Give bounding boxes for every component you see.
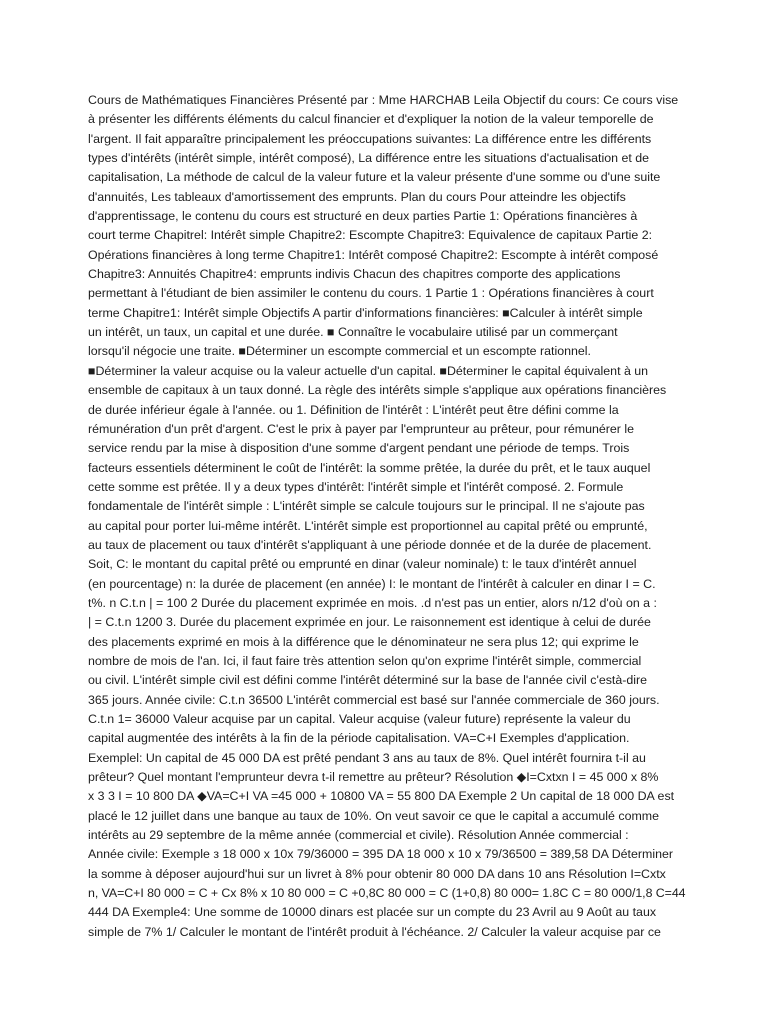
text-line: (en pourcentage) n: la durée de placement (en année) I: le montant de l'intérêt à calculer en dinar I = C. xyxy=(88,576,656,591)
text-line: court terme Chapitrel: Intérêt simple Chapitre2: Escompte Chapitre3: Equivalence de capitaux Partie 2: xyxy=(88,228,653,243)
text-line: placé le 12 juillet dans une banque au taux de 10%. On veut savoir ce que le capital a accumulé comme xyxy=(88,808,660,823)
text-line: 444 DA Exemple4: Une somme de 10000 dinars est placée sur un compte du 23 Avril au 9 Août au taux xyxy=(88,905,657,920)
text-line: capital augmentée des intérêts à la fin de la période capitalisation. VA=C+I Exemples d'application. xyxy=(88,731,630,746)
text-line: ensemble de capitaux à un taux donné. La règle des intérêts simple s'applique aux opérations financières xyxy=(88,383,667,398)
text-line: Soit, C: le montant du capital prêté ou emprunté en dinar (valeur nominale) t: le taux d'intérêt annuel xyxy=(88,557,637,572)
text-line: service rendu par la mise à disposition d'une somme d'argent pendant une période de temps. Trois xyxy=(88,441,630,456)
text-line: lorsqu'il négocie une traite. ■Déterminer un escompte commercial et un escompte rationnel. xyxy=(88,344,591,359)
text-line: nombre de mois de l'an. Ici, il faut faire très attention selon qu'on exprime l'intérêt simple, commercial xyxy=(88,653,642,668)
text-line: fondamentale de l'intérêt simple : L'intérêt simple se calcule toujours sur le principal. Il ne s'ajoute pas xyxy=(88,499,645,514)
text-line: à présenter les différents éléments du calcul financier et d'expliquer la notion de la valeur temporelle de xyxy=(88,112,654,127)
text-line: prêteur? Quel montant l'emprunteur devra t-il remettre au prêteur? Résolution ◆I=Cxtxn I = 45 000 x 8% xyxy=(88,770,659,785)
text-line: Opérations financières à long terme Chapitre1: Intérêt composé Chapitre2: Escompte à intérêt composé xyxy=(88,247,659,262)
text-line: permettant à l'étudiant de bien assimiler le contenu du cours. 1 Partie 1 : Opérations financières à court xyxy=(88,286,654,301)
text-line: au capital pour porter lui-même intérêt. L'intérêt simple est proportionnel au capital prêté ou emprunté, xyxy=(88,518,648,533)
text-line: n, VA=C+I 80 000 = C + Cx 8% x 10 80 000 = C +0,8C 80 000 = C (1+0,8) 80 000= 1.8C C = 80 000/1,8 C=44 xyxy=(88,886,686,901)
text-line: ■Déterminer la valeur acquise ou la valeur actuelle d'un capital. ■Déterminer le capital équivalent à un xyxy=(88,363,649,378)
text-line: Cours de Mathématiques Financières Présenté par : Mme HARCHAB Leila Objectif du cours: Ce cours vise xyxy=(88,93,679,107)
text-line: capitalisation, La méthode de calcul de la valeur future et la valeur présente d'une somme ou d'une suite xyxy=(88,170,661,185)
text-line: de durée inférieur égale à l'année. ou 1. Définition de l'intérêt : L'intérêt peut être défini comme la xyxy=(88,402,619,417)
text-line: facteurs essentiels déterminent le coût de l'intérêt: la somme prêtée, la durée du prêt, et le taux auquel xyxy=(88,460,651,475)
text-line: | = C.t.n 1200 3. Durée du placement exprimée en jour. Le raisonnement est identique à celui de durée xyxy=(88,615,651,630)
text-line: au taux de placement ou taux d'intérêt s'appliquant à une période donnée et de la durée de placement. xyxy=(88,537,652,552)
text-line: d'annuités, Les tableaux d'amortissement des emprunts. Plan du cours Pour atteindre les objectifs xyxy=(88,189,626,204)
text-line: intérêts au 29 septembre de la même année (commercial et civile). Résolution Année commercial : xyxy=(88,828,629,843)
text-line: ou civil. L'intérêt simple civil est défini comme l'intérêt déterminé sur la base de l'année civil c'està-dire xyxy=(88,673,648,688)
text-line: l'argent. Il fait apparaître principalement les préoccupations suivantes: La différence entre les différents xyxy=(88,131,652,146)
text-line: types d'intérêts (intérêt simple, intérêt composé), La différence entre les situations d'actualisation et de xyxy=(88,151,650,166)
text-line: un intérêt, un taux, un capital et une durée. ■ Connaître le vocabulaire utilisé par un commerçant xyxy=(88,325,618,340)
text-line: 365 jours. Année civile: C.t.n 36500 L'intérêt commercial est basé sur l'année commerciale de 360 jours. xyxy=(88,692,660,707)
text-line: cette somme est prêtée. Il y a deux types d'intérêt: l'intérêt simple et l'intérêt composé. 2. Formule xyxy=(88,479,624,494)
document-text xyxy=(88,91,686,942)
text-line: des placements exprimé en mois à la différence que le dénominateur ne sera plus 12; qui exprime le xyxy=(88,634,639,649)
text-line: d'apprentissage, le contenu du cours est structuré en deux parties Partie 1: Opérations financières à xyxy=(88,209,638,224)
text-line: Chapitre3: Annuités Chapitre4: emprunts indivis Chacun des chapitres comporte des applications xyxy=(88,267,621,282)
text-line: terme Chapitre1: Intérêt simple Objectifs A partir d'informations financières: ■Calculer à intérêt simple xyxy=(88,305,643,320)
text-line: x 3 3 I = 10 800 DA ◆VA=C+I VA =45 000 + 10800 VA = 55 800 DA Exemple 2 Un capital de 18 000 DA est xyxy=(88,789,675,804)
text-line: Exemplel: Un capital de 45 000 DA est prêté pendant 3 ans au taux de 8%. Quel intérêt fournira t-il au xyxy=(88,750,646,765)
text-line: t%. n C.t.n | = 100 2 Durée du placement exprimée en mois. .d n'est pas un entier, alors n/12 d'où on a : xyxy=(88,595,657,610)
text-line: rémunération d'un prêt d'argent. C'est le prix à payer par l'emprunteur au prêteur, pour rémunérer le xyxy=(88,421,634,436)
text-line: Année civile: Exemple з 18 000 x 10x 79/36000 = 395 DA 18 000 x 10 x 79/36500 = 389,58 DA Déterminer xyxy=(88,847,673,862)
text-line: C.t.n 1= 36000 Valeur acquise par un capital. Valeur acquise (valeur future) représente la valeur du xyxy=(88,712,631,726)
text-line: la somme à déposer aujourd'hui sur un livret à 8% pour obtenir 80 000 DA dans 10 ans Résolution I=Cxtx xyxy=(88,866,666,881)
text-line: simple de 7% 1/ Calculer le montant de l'intérêt produit à l'échéance. 2/ Calculer la valeur acquise par ce xyxy=(88,924,661,939)
